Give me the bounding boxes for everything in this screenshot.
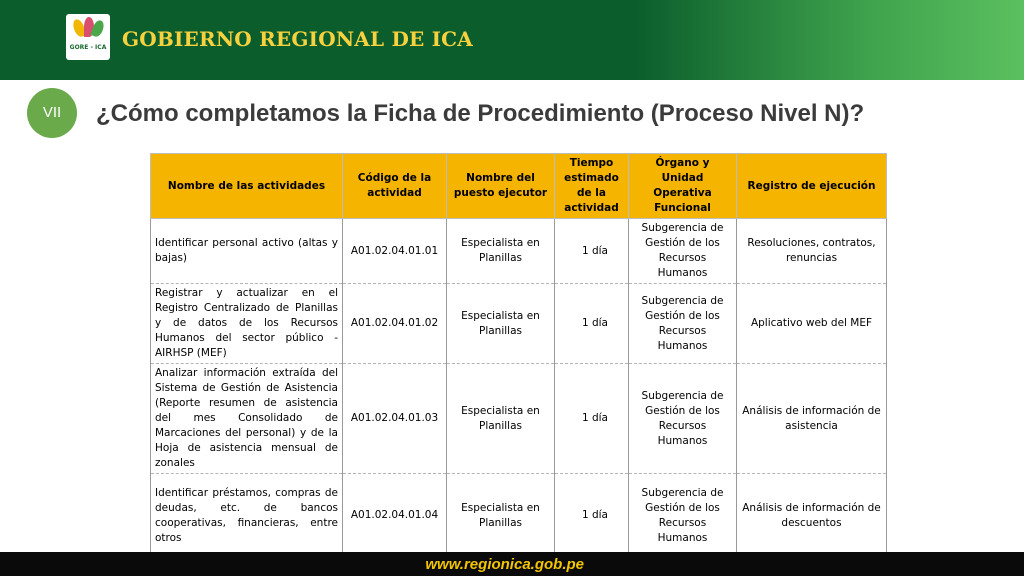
cell-time: 1 día xyxy=(555,219,629,284)
cell-organ: Subgerencia de Gestión de los Recursos Humanos xyxy=(629,219,737,284)
cell-record: Análisis de información de asistencia xyxy=(737,364,887,474)
cell-executor: Especialista en Planillas xyxy=(447,364,555,474)
cell-time: 1 día xyxy=(555,364,629,474)
table-row xyxy=(151,474,887,558)
cell-organ: Subgerencia de Gestión de los Recursos Humanos xyxy=(629,364,737,474)
cell-organ: Subgerencia de Gestión de los Recursos Humanos xyxy=(629,474,737,558)
procedure-table xyxy=(150,153,887,558)
cell-executor: Especialista en Planillas xyxy=(447,284,555,364)
cell-activity: Registrar y actualizar en el Registro Centralizado de Planillas y de datos de los Recursos Humanos del sector público - AIRHSP (MEF) xyxy=(151,284,343,364)
cell-code: A01.02.04.01.01 xyxy=(343,219,447,284)
cell-organ: Subgerencia de Gestión de los Recursos Humanos xyxy=(629,284,737,364)
cell-time: 1 día xyxy=(555,474,629,558)
cell-code: A01.02.04.01.04 xyxy=(343,474,447,558)
website-url[interactable]: www.regionica.gob.pe xyxy=(425,556,584,573)
cell-executor: Especialista en Planillas xyxy=(447,219,555,284)
org-name: GOBIERNO REGIONAL DE ICA xyxy=(122,27,473,51)
slide-title: ¿Cómo completamos la Ficha de Procedimiento (Proceso Nivel N)? xyxy=(96,100,865,127)
cell-activity: Identificar personal activo (altas y bajas) xyxy=(151,219,343,284)
header-organ-unit: Órgano y Unidad Operativa Funcional xyxy=(629,154,737,219)
table-row xyxy=(151,364,887,474)
header-activity-name: Nombre de las actividades xyxy=(151,154,343,219)
gore-ica-logo xyxy=(66,14,110,60)
header-estimated-time: Tiempo estimado de la actividad xyxy=(555,154,629,219)
cell-record: Resoluciones, contratos, renuncias xyxy=(737,219,887,284)
header-bar xyxy=(0,0,1024,80)
footer-bar xyxy=(0,552,1024,576)
header-execution-record: Registro de ejecución xyxy=(737,154,887,219)
cell-activity: Analizar información extraída del Sistema de Gestión de Asistencia (Reporte resumen de asistencia del mes Consolidado de Marcaciones del personal) y de la Hoja de asistencia mensual de zonales xyxy=(151,364,343,474)
cell-code: A01.02.04.01.03 xyxy=(343,364,447,474)
cell-activity: Identificar préstamos, compras de deudas, etc. de bancos cooperativas, financieras, entre otros xyxy=(151,474,343,558)
cell-time: 1 día xyxy=(555,284,629,364)
logo-text: GORE - ICA xyxy=(69,44,107,51)
cell-record: Análisis de información de descuentos xyxy=(737,474,887,558)
table-row xyxy=(151,284,887,364)
table-row xyxy=(151,219,887,284)
cell-record: Aplicativo web del MEF xyxy=(737,284,887,364)
section-badge: VII xyxy=(27,88,77,138)
table-header-row xyxy=(151,154,887,219)
header-activity-code: Código de la actividad xyxy=(343,154,447,219)
cell-executor: Especialista en Planillas xyxy=(447,474,555,558)
header-executor: Nombre del puesto ejecutor xyxy=(447,154,555,219)
cell-code: A01.02.04.01.02 xyxy=(343,284,447,364)
